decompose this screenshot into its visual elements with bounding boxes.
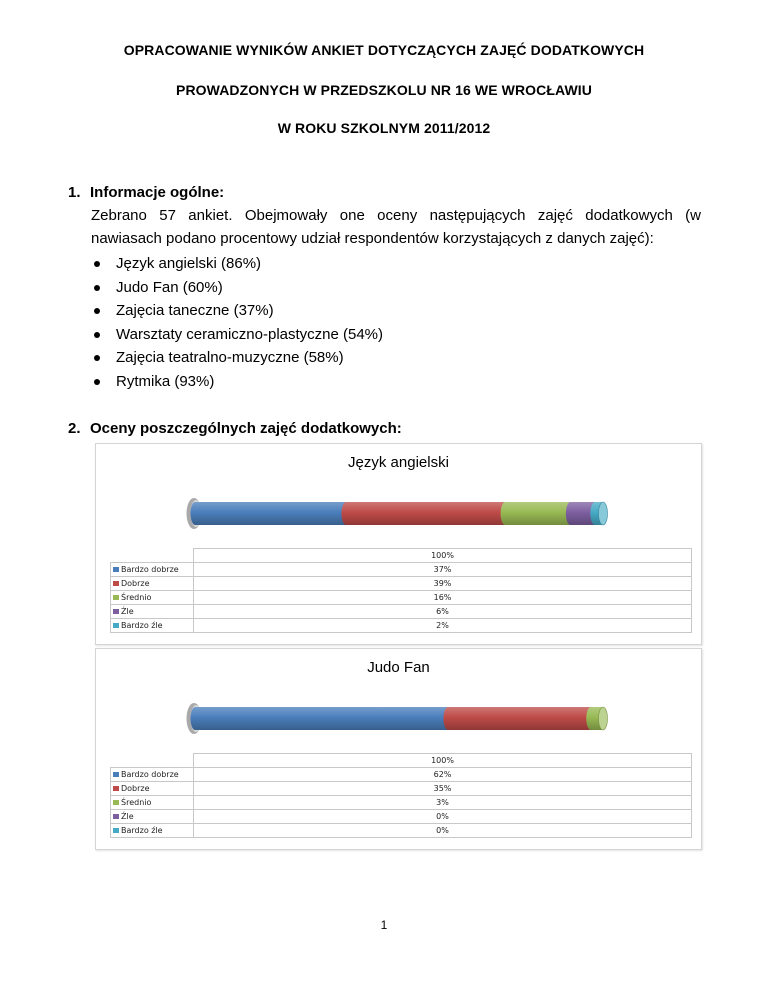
value-label: 3%	[194, 796, 692, 810]
value-label: 37%	[194, 563, 692, 577]
legend-label: Bardzo dobrze	[121, 770, 179, 779]
bar-end-cap	[599, 502, 608, 525]
legend-swatch	[113, 786, 119, 791]
list-item: Judo Fan (60%)	[91, 276, 383, 300]
doc-title-line-2: PROWADZONYCH W PRZEDSZKOLU NR 16 WE WROCŁAWIU	[176, 82, 592, 98]
chart-title: Język angielski	[348, 454, 449, 471]
chart-judo-fan	[95, 648, 702, 850]
value-label: 35%	[194, 782, 692, 796]
table-row	[111, 810, 692, 824]
legend-swatch	[113, 595, 119, 600]
section-1-heading	[68, 184, 224, 201]
value-label: 2%	[194, 619, 692, 633]
doc-title-line-3: W ROKU SZKOLNYM 2011/2012	[277, 120, 491, 136]
activities-list	[91, 252, 383, 393]
legend-label: Bardzo źle	[121, 621, 163, 630]
list-item: Warsztaty ceramiczno-plastyczne (54%)	[91, 323, 383, 347]
legend-swatch	[113, 828, 119, 833]
bar-segment	[341, 502, 509, 525]
value-label: 0%	[194, 824, 692, 838]
legend-label: Bardzo źle	[121, 826, 163, 835]
legend-swatch	[113, 623, 119, 628]
table-row	[111, 782, 692, 796]
table-row	[111, 796, 692, 810]
section-1-number: 1.	[68, 184, 81, 201]
legend-label: Średnio	[121, 593, 152, 602]
chart-title: Judo Fan	[367, 659, 430, 676]
legend-swatch	[113, 772, 119, 777]
legend-swatch	[113, 800, 119, 805]
table-row	[111, 619, 692, 633]
value-label: 39%	[194, 577, 692, 591]
value-label: 6%	[194, 605, 692, 619]
doc-title-line-1: OPRACOWANIE WYNIKÓW ANKIET DOTYCZĄCYCH ZAJĘĆ DODATKOWYCH	[123, 42, 645, 58]
legend-label: Bardzo dobrze	[121, 565, 179, 574]
legend-label: Średnio	[121, 798, 152, 807]
stacked-bar-chart	[96, 444, 701, 544]
table-header-row	[111, 754, 692, 768]
section-2-heading	[68, 420, 402, 437]
list-item: Zajęcia teatralno-muzyczne (58%)	[91, 346, 383, 370]
stacked-bar-chart	[96, 649, 701, 749]
table-row	[111, 591, 692, 605]
legend-label: Dobrze	[121, 784, 150, 793]
bar-segment	[443, 707, 595, 730]
legend-label: Źle	[121, 812, 134, 821]
table-row	[111, 605, 692, 619]
chart-jezyk-angielski	[95, 443, 702, 645]
table-row	[111, 768, 692, 782]
legend-swatch	[113, 609, 119, 614]
legend-label: Dobrze	[121, 579, 150, 588]
table-row	[111, 824, 692, 838]
section-1-paragraph: Zebrano 57 ankiet. Obejmowały one oceny następujących zajęć dodatkowych (w nawiasach podano procentowy udział respondentów korzystających z danych zajęć):	[91, 207, 701, 247]
table-header-cell: 100%	[194, 754, 692, 768]
list-item: Rytmika (93%)	[91, 370, 383, 394]
bar-end-cap	[599, 707, 608, 730]
value-label: 16%	[194, 591, 692, 605]
table-row	[111, 577, 692, 591]
page-number: 1	[380, 918, 388, 932]
legend-swatch	[113, 581, 119, 586]
section-2-heading-text: Oceny poszczególnych zajęć dodatkowych:	[90, 420, 402, 437]
list-item: Zajęcia taneczne (37%)	[91, 299, 383, 323]
section-1-heading-text: Informacje ogólne:	[90, 184, 225, 201]
chart-data-table	[110, 753, 692, 838]
table-header-row	[111, 549, 692, 563]
legend-swatch	[113, 814, 119, 819]
legend-label: Źle	[121, 607, 134, 616]
legend-swatch	[113, 567, 119, 572]
table-row	[111, 563, 692, 577]
value-label: 0%	[194, 810, 692, 824]
bar-segment	[191, 707, 453, 730]
value-label: 62%	[194, 768, 692, 782]
table-header-cell: 100%	[194, 549, 692, 563]
section-2-number: 2.	[68, 420, 81, 437]
bar-segment	[191, 502, 351, 525]
bar-segment	[501, 502, 575, 525]
list-item: Język angielski (86%)	[91, 252, 383, 276]
chart-data-table	[110, 548, 692, 633]
